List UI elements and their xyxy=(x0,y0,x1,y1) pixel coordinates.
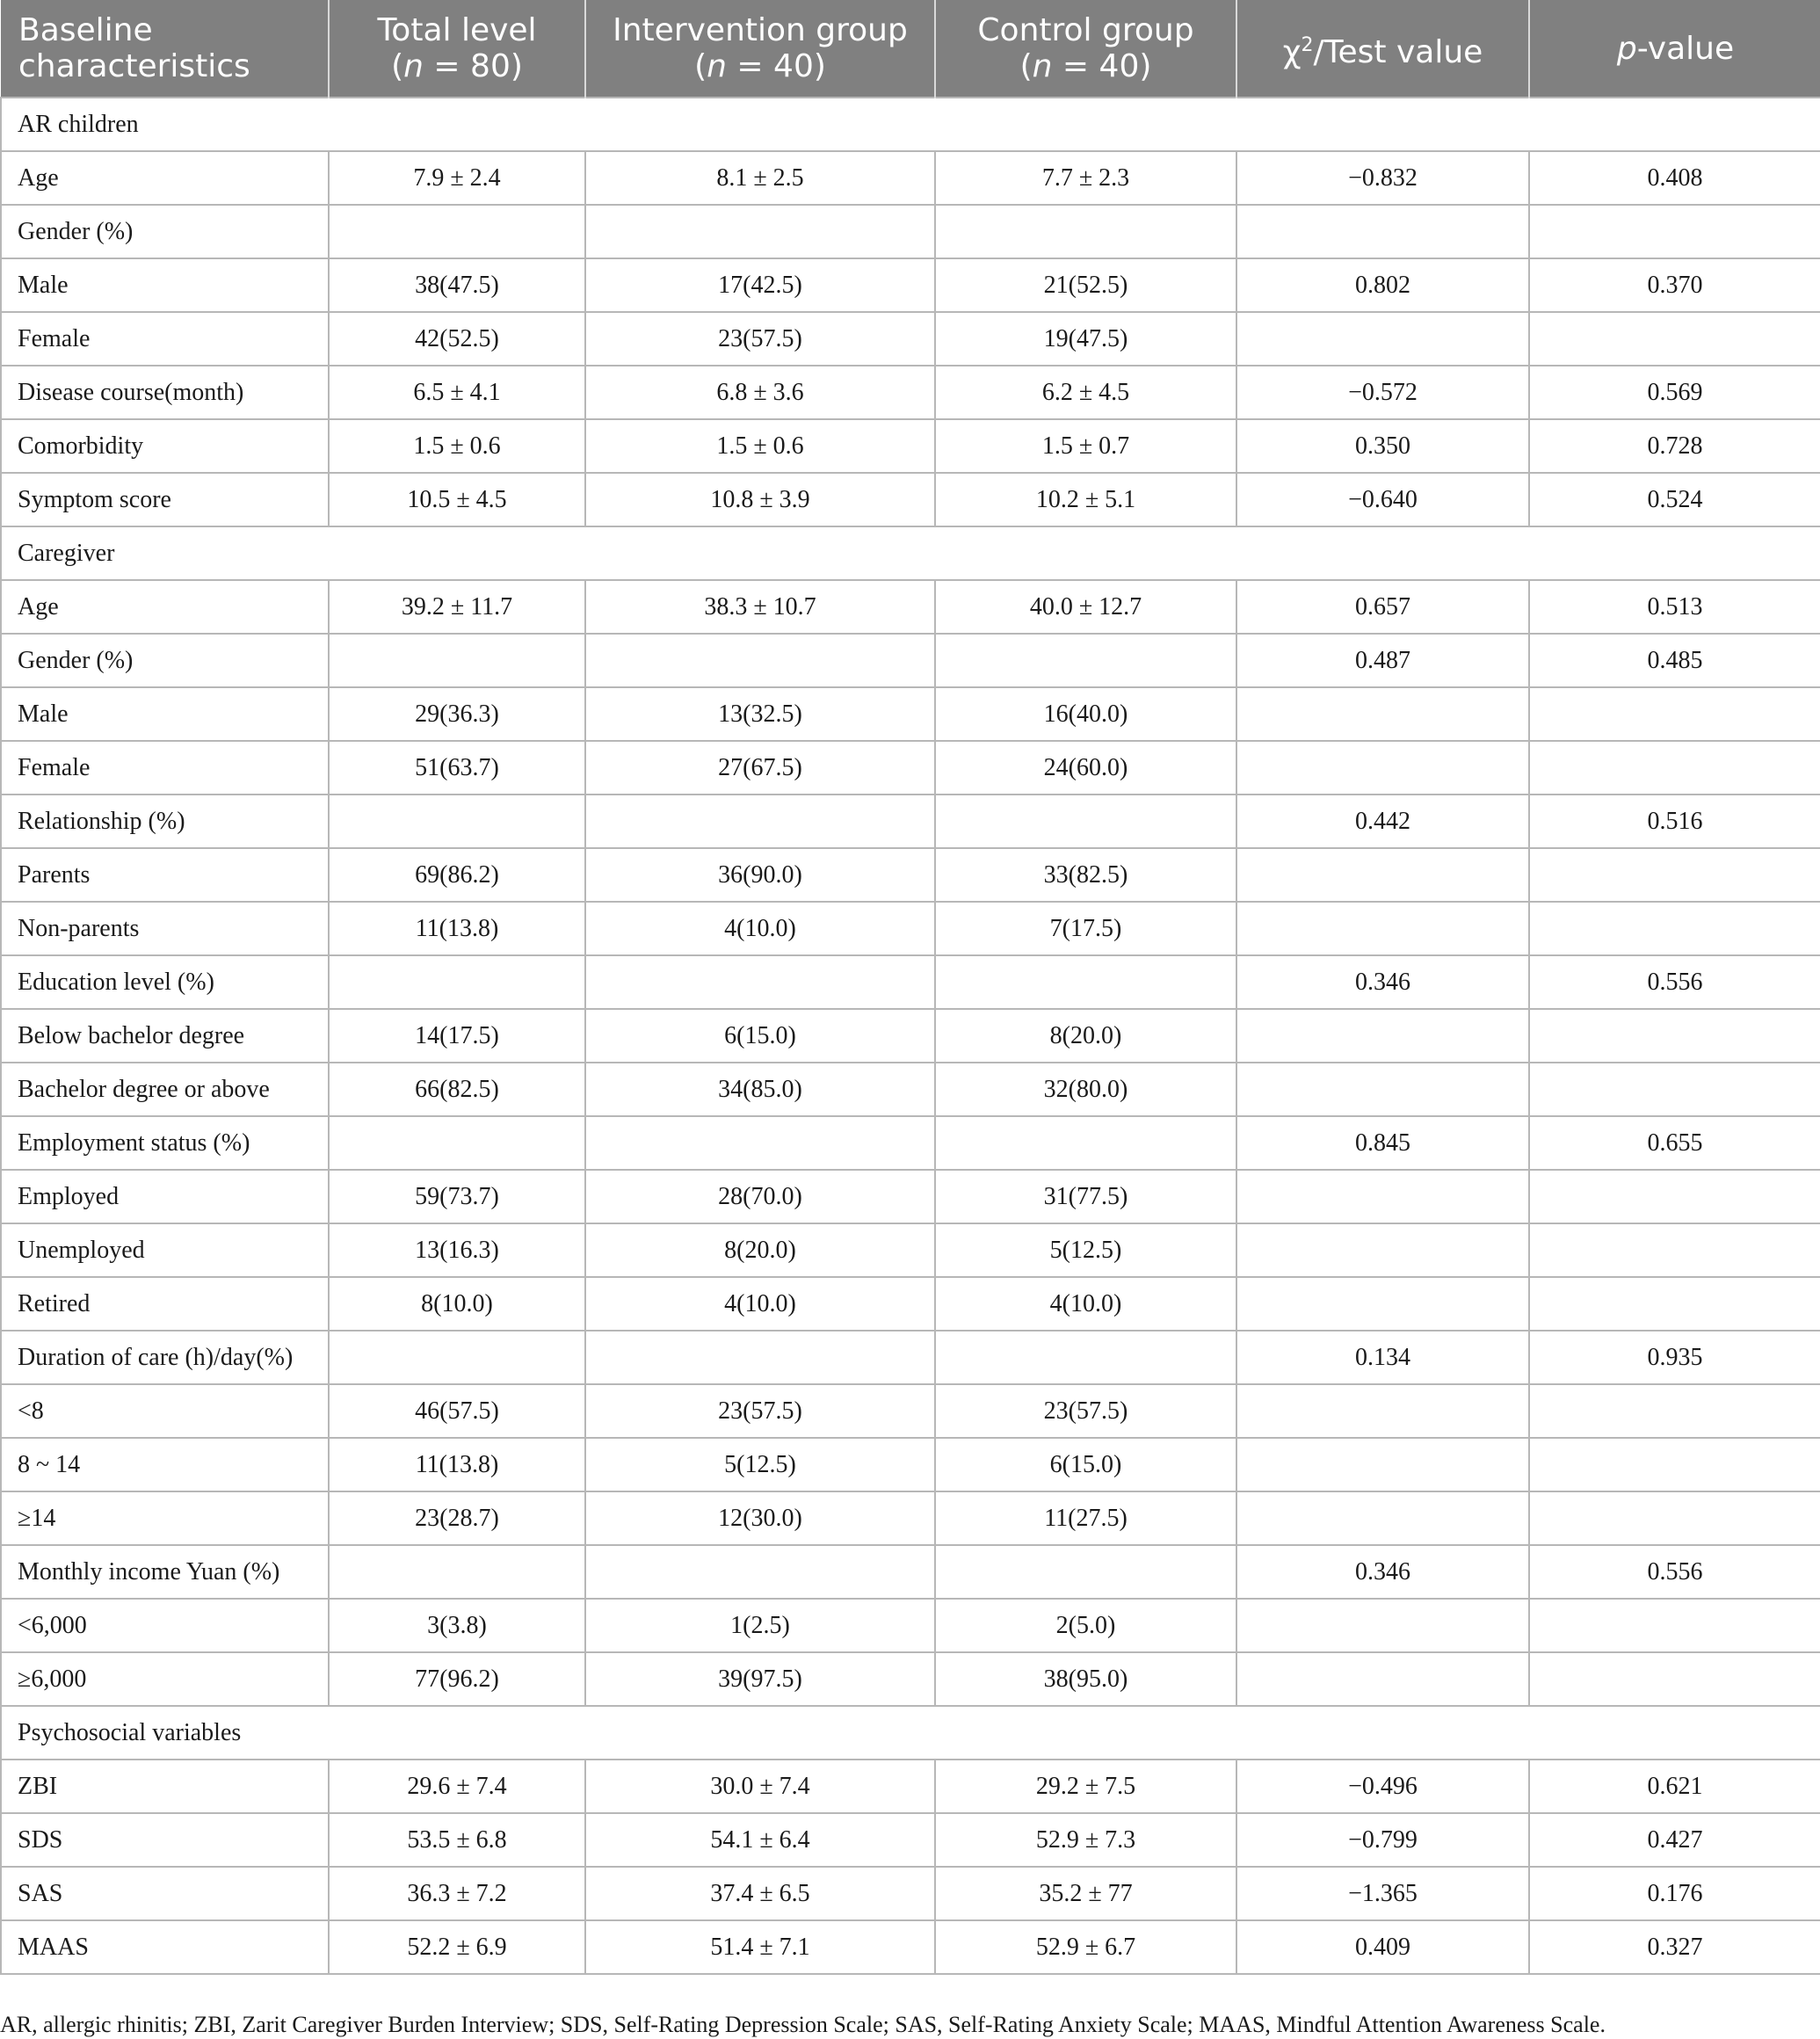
total-level-cell: 13(16.3) xyxy=(329,1223,585,1277)
test-value-cell: −0.496 xyxy=(1236,1760,1529,1813)
table-row xyxy=(1,634,1820,687)
header-text: Control group xyxy=(977,12,1194,48)
total-level-cell: 8(10.0) xyxy=(329,1277,585,1331)
total-level-cell: 14(17.5) xyxy=(329,1009,585,1063)
row-label: <8 xyxy=(1,1384,329,1438)
table-row xyxy=(1,955,1820,1009)
row-label: Retired xyxy=(1,1277,329,1331)
control-cell: 2(5.0) xyxy=(935,1599,1236,1652)
intervention-cell xyxy=(585,955,935,1009)
test-value-cell: 0.346 xyxy=(1236,1545,1529,1599)
test-value-cell: 0.350 xyxy=(1236,419,1529,473)
test-value-cell: −1.365 xyxy=(1236,1867,1529,1920)
control-cell xyxy=(935,1331,1236,1384)
intervention-cell: 28(70.0) xyxy=(585,1170,935,1223)
test-value-cell xyxy=(1236,1277,1529,1331)
total-level-cell: 51(63.7) xyxy=(329,741,585,795)
test-value-cell: 0.487 xyxy=(1236,634,1529,687)
intervention-cell: 38.3 ± 10.7 xyxy=(585,580,935,634)
row-label: Gender (%) xyxy=(1,634,329,687)
p-value-cell xyxy=(1529,1599,1820,1652)
test-value-cell: −0.799 xyxy=(1236,1813,1529,1867)
row-label: Female xyxy=(1,312,329,366)
control-cell xyxy=(935,634,1236,687)
intervention-cell: 4(10.0) xyxy=(585,902,935,955)
row-label: Bachelor degree or above xyxy=(1,1063,329,1116)
row-label: Employment status (%) xyxy=(1,1116,329,1170)
row-label: Age xyxy=(1,151,329,205)
row-label: Comorbidity xyxy=(1,419,329,473)
test-value-cell xyxy=(1236,741,1529,795)
total-level-cell: 11(13.8) xyxy=(329,1438,585,1491)
row-label: Male xyxy=(1,258,329,312)
table-row xyxy=(1,1438,1820,1491)
total-level-cell: 77(96.2) xyxy=(329,1652,585,1706)
table-row xyxy=(1,366,1820,419)
row-label: ≥14 xyxy=(1,1491,329,1545)
total-level-cell xyxy=(329,634,585,687)
control-cell: 24(60.0) xyxy=(935,741,1236,795)
total-level-cell: 46(57.5) xyxy=(329,1384,585,1438)
table-row xyxy=(1,1116,1820,1170)
intervention-cell: 51.4 ± 7.1 xyxy=(585,1920,935,1974)
intervention-cell: 4(10.0) xyxy=(585,1277,935,1331)
control-cell: 52.9 ± 7.3 xyxy=(935,1813,1236,1867)
table-body xyxy=(1,98,1820,1974)
total-level-cell: 11(13.8) xyxy=(329,902,585,955)
header-intervention-group xyxy=(585,0,935,98)
p-value-cell: 0.728 xyxy=(1529,419,1820,473)
table-row xyxy=(1,741,1820,795)
table-row xyxy=(1,473,1820,526)
p-value-cell xyxy=(1529,1652,1820,1706)
total-level-cell: 69(86.2) xyxy=(329,848,585,902)
intervention-cell xyxy=(585,795,935,848)
header-text: /Test value xyxy=(1313,33,1483,70)
control-cell: 4(10.0) xyxy=(935,1277,1236,1331)
table-row xyxy=(1,1867,1820,1920)
intervention-cell xyxy=(585,205,935,258)
p-value-cell: 0.935 xyxy=(1529,1331,1820,1384)
p-value-cell xyxy=(1529,687,1820,741)
total-level-cell: 29(36.3) xyxy=(329,687,585,741)
p-value-cell: 0.556 xyxy=(1529,955,1820,1009)
table-row xyxy=(1,258,1820,312)
table-row xyxy=(1,580,1820,634)
total-level-cell: 59(73.7) xyxy=(329,1170,585,1223)
control-cell: 52.9 ± 6.7 xyxy=(935,1920,1236,1974)
row-label: Monthly income Yuan (%) xyxy=(1,1545,329,1599)
p-value-cell xyxy=(1529,902,1820,955)
total-level-cell: 3(3.8) xyxy=(329,1599,585,1652)
table-row xyxy=(1,1491,1820,1545)
control-cell: 16(40.0) xyxy=(935,687,1236,741)
total-level-cell xyxy=(329,205,585,258)
total-level-cell xyxy=(329,1331,585,1384)
control-cell: 32(80.0) xyxy=(935,1063,1236,1116)
control-cell: 6(15.0) xyxy=(935,1438,1236,1491)
test-value-cell xyxy=(1236,687,1529,741)
table-row xyxy=(1,1920,1820,1974)
row-label: Unemployed xyxy=(1,1223,329,1277)
p-value-cell: 0.569 xyxy=(1529,366,1820,419)
test-value-cell xyxy=(1236,1009,1529,1063)
p-value-cell xyxy=(1529,1277,1820,1331)
test-value-cell xyxy=(1236,902,1529,955)
table-row xyxy=(1,1545,1820,1599)
section-label: Caregiver xyxy=(1,526,1820,580)
intervention-cell: 10.8 ± 3.9 xyxy=(585,473,935,526)
p-value-cell xyxy=(1529,205,1820,258)
test-value-cell: −0.832 xyxy=(1236,151,1529,205)
intervention-cell: 1.5 ± 0.6 xyxy=(585,419,935,473)
p-value-cell: 0.513 xyxy=(1529,580,1820,634)
p-value-cell: 0.516 xyxy=(1529,795,1820,848)
control-cell: 7.7 ± 2.3 xyxy=(935,151,1236,205)
test-value-cell: 0.845 xyxy=(1236,1116,1529,1170)
table-row xyxy=(1,1652,1820,1706)
total-level-cell xyxy=(329,795,585,848)
section-label: AR children xyxy=(1,98,1820,151)
test-value-cell: 0.802 xyxy=(1236,258,1529,312)
control-cell: 33(82.5) xyxy=(935,848,1236,902)
intervention-cell: 37.4 ± 6.5 xyxy=(585,1867,935,1920)
table-row xyxy=(1,1170,1820,1223)
control-cell: 29.2 ± 7.5 xyxy=(935,1760,1236,1813)
intervention-cell: 39(97.5) xyxy=(585,1652,935,1706)
table-row xyxy=(1,1223,1820,1277)
control-cell: 5(12.5) xyxy=(935,1223,1236,1277)
row-label: Age xyxy=(1,580,329,634)
total-level-cell: 53.5 ± 6.8 xyxy=(329,1813,585,1867)
test-value-cell: 0.134 xyxy=(1236,1331,1529,1384)
table-row xyxy=(1,151,1820,205)
total-level-cell: 42(52.5) xyxy=(329,312,585,366)
header-text: -value xyxy=(1636,30,1735,67)
control-cell xyxy=(935,1545,1236,1599)
table-row xyxy=(1,1384,1820,1438)
p-value-cell: 0.176 xyxy=(1529,1867,1820,1920)
control-cell xyxy=(935,205,1236,258)
control-cell: 38(95.0) xyxy=(935,1652,1236,1706)
p-value-cell: 0.370 xyxy=(1529,258,1820,312)
test-value-cell: −0.572 xyxy=(1236,366,1529,419)
p-value-cell: 0.655 xyxy=(1529,1116,1820,1170)
row-label: Male xyxy=(1,687,329,741)
test-value-cell: 0.442 xyxy=(1236,795,1529,848)
header-control-group xyxy=(935,0,1236,98)
test-value-cell xyxy=(1236,312,1529,366)
intervention-cell: 8.1 ± 2.5 xyxy=(585,151,935,205)
control-cell: 35.2 ± 77 xyxy=(935,1867,1236,1920)
control-cell: 19(47.5) xyxy=(935,312,1236,366)
p-value-cell: 0.485 xyxy=(1529,634,1820,687)
section-row xyxy=(1,98,1820,151)
control-cell: 8(20.0) xyxy=(935,1009,1236,1063)
header-text: Baseline xyxy=(18,12,153,48)
test-value-cell: −0.640 xyxy=(1236,473,1529,526)
table-row xyxy=(1,1063,1820,1116)
header-p-italic: p xyxy=(1616,30,1637,67)
total-level-cell: 7.9 ± 2.4 xyxy=(329,151,585,205)
p-value-cell xyxy=(1529,1491,1820,1545)
test-value-cell xyxy=(1236,1223,1529,1277)
row-label: ≥6,000 xyxy=(1,1652,329,1706)
intervention-cell: 27(67.5) xyxy=(585,741,935,795)
total-level-cell: 23(28.7) xyxy=(329,1491,585,1545)
header-n-value: = 80) xyxy=(423,48,523,84)
total-level-cell: 52.2 ± 6.9 xyxy=(329,1920,585,1974)
control-cell: 7(17.5) xyxy=(935,902,1236,955)
row-label: <6,000 xyxy=(1,1599,329,1652)
intervention-cell: 13(32.5) xyxy=(585,687,935,741)
total-level-cell xyxy=(329,1545,585,1599)
p-value-cell: 0.427 xyxy=(1529,1813,1820,1867)
test-value-cell: 0.346 xyxy=(1236,955,1529,1009)
control-cell: 40.0 ± 12.7 xyxy=(935,580,1236,634)
row-label: Gender (%) xyxy=(1,205,329,258)
row-label: ZBI xyxy=(1,1760,329,1813)
intervention-cell: 34(85.0) xyxy=(585,1063,935,1116)
table-row xyxy=(1,902,1820,955)
p-value-cell xyxy=(1529,1063,1820,1116)
control-cell xyxy=(935,795,1236,848)
table-row xyxy=(1,1599,1820,1652)
p-value-cell: 0.327 xyxy=(1529,1920,1820,1974)
p-value-cell xyxy=(1529,1438,1820,1491)
row-label: Disease course(month) xyxy=(1,366,329,419)
header-n-italic: n xyxy=(707,48,727,84)
intervention-cell: 1(2.5) xyxy=(585,1599,935,1652)
intervention-cell: 6.8 ± 3.6 xyxy=(585,366,935,419)
test-value-cell xyxy=(1236,1170,1529,1223)
header-n-text: (n = 40) xyxy=(694,48,826,84)
control-cell: 6.2 ± 4.5 xyxy=(935,366,1236,419)
p-value-cell xyxy=(1529,1223,1820,1277)
header-chi-superscript: 2 xyxy=(1301,33,1314,56)
intervention-cell: 54.1 ± 6.4 xyxy=(585,1813,935,1867)
total-level-cell: 66(82.5) xyxy=(329,1063,585,1116)
control-cell: 23(57.5) xyxy=(935,1384,1236,1438)
control-cell: 10.2 ± 5.1 xyxy=(935,473,1236,526)
p-value-cell xyxy=(1529,1170,1820,1223)
p-value-cell xyxy=(1529,1384,1820,1438)
row-label: Education level (%) xyxy=(1,955,329,1009)
p-value-cell xyxy=(1529,1009,1820,1063)
p-value-cell: 0.524 xyxy=(1529,473,1820,526)
intervention-cell: 12(30.0) xyxy=(585,1491,935,1545)
header-n-value: = 40) xyxy=(1052,48,1152,84)
control-cell: 11(27.5) xyxy=(935,1491,1236,1545)
intervention-cell: 8(20.0) xyxy=(585,1223,935,1277)
p-value-cell xyxy=(1529,848,1820,902)
header-n-italic: n xyxy=(1032,48,1053,84)
intervention-cell: 5(12.5) xyxy=(585,1438,935,1491)
test-value-cell xyxy=(1236,1063,1529,1116)
row-label: Parents xyxy=(1,848,329,902)
row-label: SAS xyxy=(1,1867,329,1920)
control-cell xyxy=(935,1116,1236,1170)
control-cell: 1.5 ± 0.7 xyxy=(935,419,1236,473)
table-row xyxy=(1,687,1820,741)
header-text: Intervention group xyxy=(613,12,908,48)
test-value-cell: 0.409 xyxy=(1236,1920,1529,1974)
row-label: Below bachelor degree xyxy=(1,1009,329,1063)
header-total-level xyxy=(329,0,585,98)
control-cell xyxy=(935,955,1236,1009)
total-level-cell: 6.5 ± 4.1 xyxy=(329,366,585,419)
header-text: characteristics xyxy=(18,48,250,84)
header-baseline-characteristics xyxy=(1,0,329,98)
p-value-cell xyxy=(1529,312,1820,366)
table-row xyxy=(1,312,1820,366)
header-text: Total level xyxy=(377,12,537,48)
intervention-cell: 36(90.0) xyxy=(585,848,935,902)
total-level-cell xyxy=(329,955,585,1009)
intervention-cell: 6(15.0) xyxy=(585,1009,935,1063)
table-row xyxy=(1,1009,1820,1063)
intervention-cell: 23(57.5) xyxy=(585,312,935,366)
intervention-cell xyxy=(585,1331,935,1384)
header-n-text: (n = 40) xyxy=(1019,48,1152,84)
test-value-cell xyxy=(1236,848,1529,902)
row-label: SDS xyxy=(1,1813,329,1867)
p-value-cell xyxy=(1529,741,1820,795)
table-row xyxy=(1,1813,1820,1867)
row-label: 8 ~ 14 xyxy=(1,1438,329,1491)
intervention-cell: 17(42.5) xyxy=(585,258,935,312)
control-cell: 31(77.5) xyxy=(935,1170,1236,1223)
header-p-value xyxy=(1529,0,1820,98)
p-value-cell: 0.621 xyxy=(1529,1760,1820,1813)
test-value-cell xyxy=(1236,1438,1529,1491)
total-level-cell: 10.5 ± 4.5 xyxy=(329,473,585,526)
total-level-cell: 29.6 ± 7.4 xyxy=(329,1760,585,1813)
header-row xyxy=(1,0,1820,98)
row-label: Employed xyxy=(1,1170,329,1223)
table-row xyxy=(1,1331,1820,1384)
table-row xyxy=(1,419,1820,473)
total-level-cell: 1.5 ± 0.6 xyxy=(329,419,585,473)
table-row xyxy=(1,795,1820,848)
section-label: Psychosocial variables xyxy=(1,1706,1820,1760)
header-n-text: (n = 80) xyxy=(391,48,523,84)
test-value-cell xyxy=(1236,1652,1529,1706)
test-value-cell xyxy=(1236,205,1529,258)
row-label: Female xyxy=(1,741,329,795)
intervention-cell: 23(57.5) xyxy=(585,1384,935,1438)
test-value-cell xyxy=(1236,1384,1529,1438)
table-footnote: AR, allergic rhinitis; ZBI, Zarit Caregiver Burden Interview; SDS, Self-Rating Depression Scale; SAS, Self-Rating Anxiety Scale; MAAS, Mindful Attention Awareness Scale. xyxy=(0,2012,1606,2037)
intervention-cell xyxy=(585,634,935,687)
test-value-cell xyxy=(1236,1599,1529,1652)
header-n-value: = 40) xyxy=(726,48,826,84)
row-label: Non-parents xyxy=(1,902,329,955)
intervention-cell xyxy=(585,1545,935,1599)
header-chi-symbol: χ xyxy=(1282,33,1302,70)
intervention-cell: 30.0 ± 7.4 xyxy=(585,1760,935,1813)
table-row xyxy=(1,1277,1820,1331)
table-row xyxy=(1,205,1820,258)
table-row xyxy=(1,848,1820,902)
row-label: Relationship (%) xyxy=(1,795,329,848)
intervention-cell xyxy=(585,1116,935,1170)
row-label: Duration of care (h)/day(%) xyxy=(1,1331,329,1384)
test-value-cell: 0.657 xyxy=(1236,580,1529,634)
total-level-cell xyxy=(329,1116,585,1170)
total-level-cell: 36.3 ± 7.2 xyxy=(329,1867,585,1920)
header-chi-square-test-value xyxy=(1236,0,1529,98)
control-cell: 21(52.5) xyxy=(935,258,1236,312)
section-row xyxy=(1,1706,1820,1760)
test-value-cell xyxy=(1236,1491,1529,1545)
row-label: Symptom score xyxy=(1,473,329,526)
header-n-italic: n xyxy=(403,48,424,84)
total-level-cell: 38(47.5) xyxy=(329,258,585,312)
table-row xyxy=(1,1760,1820,1813)
total-level-cell: 39.2 ± 11.7 xyxy=(329,580,585,634)
section-row xyxy=(1,526,1820,580)
row-label: MAAS xyxy=(1,1920,329,1974)
p-value-cell: 0.408 xyxy=(1529,151,1820,205)
p-value-cell: 0.556 xyxy=(1529,1545,1820,1599)
